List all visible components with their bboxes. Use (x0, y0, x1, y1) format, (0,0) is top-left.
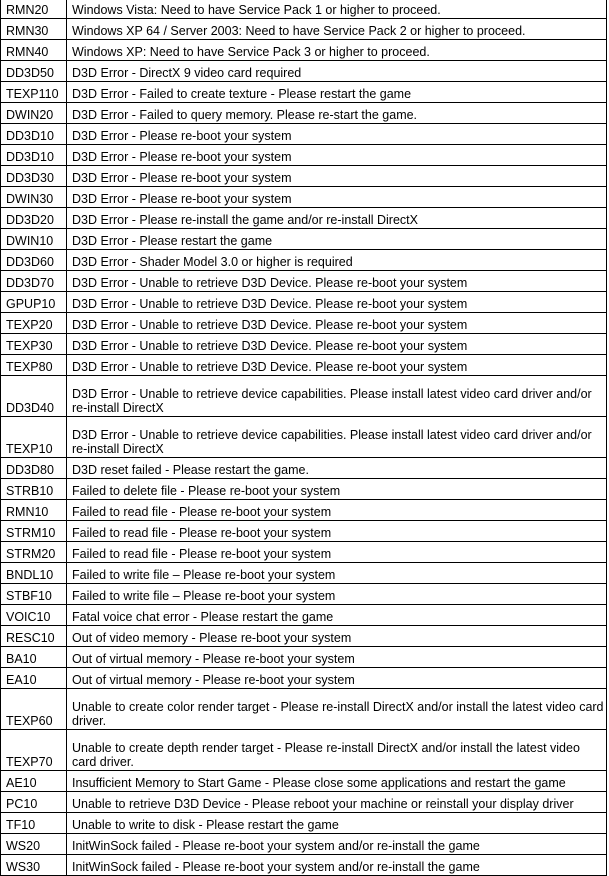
table-row (1, 208, 607, 229)
table-row (1, 479, 607, 500)
table-row (1, 855, 607, 876)
error-code: DD3D40 (1, 376, 67, 417)
error-codes-body (1, 0, 607, 876)
table-row (1, 19, 607, 40)
error-code: TF10 (1, 813, 67, 834)
error-code: STRM10 (1, 521, 67, 542)
error-message: Unable to create color render target - Please re-install DirectX and/or install the latest video card driver. (67, 689, 607, 730)
error-code: TEXP70 (1, 730, 67, 771)
error-code: VOIC10 (1, 605, 67, 626)
error-code: BNDL10 (1, 563, 67, 584)
table-row (1, 376, 607, 417)
table-row (1, 82, 607, 103)
table-row (1, 521, 607, 542)
table-row (1, 355, 607, 376)
error-message: Failed to read file - Please re-boot your system (67, 542, 607, 563)
error-message: InitWinSock failed - Please re-boot your system and/or re-install the game (67, 834, 607, 855)
error-message: Unable to create depth render target - Please re-install DirectX and/or install the latest video card driver. (67, 730, 607, 771)
error-message: D3D Error - Unable to retrieve D3D Device. Please re-boot your system (67, 313, 607, 334)
error-code: RMN10 (1, 500, 67, 521)
error-code: WS20 (1, 834, 67, 855)
error-message: Out of virtual memory - Please re-boot your system (67, 668, 607, 689)
table-row (1, 500, 607, 521)
error-code: RESC10 (1, 626, 67, 647)
error-code: TEXP30 (1, 334, 67, 355)
table-row (1, 458, 607, 479)
table-row (1, 103, 607, 124)
error-message: D3D Error - Unable to retrieve D3D Device. Please re-boot your system (67, 292, 607, 313)
error-code: DWIN10 (1, 229, 67, 250)
error-message: D3D Error - Shader Model 3.0 or higher is required (67, 250, 607, 271)
error-code: GPUP10 (1, 292, 67, 313)
error-code: RMN40 (1, 40, 67, 61)
error-message: D3D Error - Unable to retrieve D3D Device. Please re-boot your system (67, 271, 607, 292)
table-row (1, 542, 607, 563)
error-message: D3D Error - Unable to retrieve D3D Device. Please re-boot your system (67, 334, 607, 355)
error-message: D3D Error - Please re-install the game and/or re-install DirectX (67, 208, 607, 229)
table-row (1, 584, 607, 605)
error-code: STRM20 (1, 542, 67, 563)
table-row (1, 187, 607, 208)
error-message: Failed to delete file - Please re-boot your system (67, 479, 607, 500)
error-code: DD3D10 (1, 145, 67, 166)
table-row (1, 292, 607, 313)
error-message: Out of video memory - Please re-boot your system (67, 626, 607, 647)
error-code: RMN30 (1, 19, 67, 40)
error-code: PC10 (1, 792, 67, 813)
error-code: TEXP10 (1, 417, 67, 458)
error-message: Insufficient Memory to Start Game - Please close some applications and restart the game (67, 771, 607, 792)
error-code: DD3D10 (1, 124, 67, 145)
error-message: Out of virtual memory - Please re-boot your system (67, 647, 607, 668)
error-message: D3D Error - Unable to retrieve device capabilities. Please install latest video card driver and/or re-install DirectX (67, 417, 607, 458)
table-row (1, 271, 607, 292)
error-code: EA10 (1, 668, 67, 689)
error-code: DD3D60 (1, 250, 67, 271)
error-code: DD3D80 (1, 458, 67, 479)
error-message: Windows XP 64 / Server 2003: Need to have Service Pack 2 or higher to proceed. (67, 19, 607, 40)
table-row (1, 166, 607, 187)
error-code: RMN20 (1, 0, 67, 19)
error-message: InitWinSock failed - Please re-boot your system and/or re-install the game (67, 855, 607, 876)
error-code: TEXP20 (1, 313, 67, 334)
table-row (1, 834, 607, 855)
error-code: WS30 (1, 855, 67, 876)
error-code: DWIN20 (1, 103, 67, 124)
table-row (1, 689, 607, 730)
error-code: STBF10 (1, 584, 67, 605)
table-row (1, 563, 607, 584)
table-row (1, 40, 607, 61)
error-code: DD3D20 (1, 208, 67, 229)
table-row (1, 626, 607, 647)
error-code: AE10 (1, 771, 67, 792)
error-code: TEXP60 (1, 689, 67, 730)
table-row (1, 668, 607, 689)
error-message: Failed to write file – Please re-boot your system (67, 563, 607, 584)
error-message: D3D reset failed - Please restart the game. (67, 458, 607, 479)
error-code: DD3D70 (1, 271, 67, 292)
error-code: STRB10 (1, 479, 67, 500)
table-row (1, 813, 607, 834)
error-message: Fatal voice chat error - Please restart the game (67, 605, 607, 626)
table-row (1, 313, 607, 334)
error-message: Failed to read file - Please re-boot your system (67, 521, 607, 542)
error-message: Windows Vista: Need to have Service Pack 1 or higher to proceed. (67, 0, 607, 19)
table-row (1, 792, 607, 813)
error-message: D3D Error - Unable to retrieve D3D Device. Please re-boot your system (67, 355, 607, 376)
table-row (1, 730, 607, 771)
error-code: TEXP110 (1, 82, 67, 103)
table-row (1, 334, 607, 355)
table-row (1, 145, 607, 166)
table-row (1, 771, 607, 792)
table-row (1, 229, 607, 250)
table-row (1, 61, 607, 82)
error-message: Unable to write to disk - Please restart the game (67, 813, 607, 834)
table-row (1, 647, 607, 668)
error-message: D3D Error - Failed to create texture - Please restart the game (67, 82, 607, 103)
error-message: D3D Error - Please re-boot your system (67, 166, 607, 187)
error-message: D3D Error - Unable to retrieve device capabilities. Please install latest video card driver and/or re-install DirectX (67, 376, 607, 417)
error-code: TEXP80 (1, 355, 67, 376)
error-message: D3D Error - Please restart the game (67, 229, 607, 250)
error-code: BA10 (1, 647, 67, 668)
error-message: Unable to retrieve D3D Device - Please reboot your machine or reinstall your display driver (67, 792, 607, 813)
table-row (1, 605, 607, 626)
table-row (1, 417, 607, 458)
error-code: DD3D50 (1, 61, 67, 82)
error-message: D3D Error - Failed to query memory. Please re-start the game. (67, 103, 607, 124)
error-message: D3D Error - Please re-boot your system (67, 124, 607, 145)
error-message: Failed to read file - Please re-boot your system (67, 500, 607, 521)
error-code: DWIN30 (1, 187, 67, 208)
error-message: D3D Error - Please re-boot your system (67, 187, 607, 208)
error-message: D3D Error - Please re-boot your system (67, 145, 607, 166)
table-row (1, 250, 607, 271)
error-message: Failed to write file – Please re-boot your system (67, 584, 607, 605)
error-message: D3D Error - DirectX 9 video card required (67, 61, 607, 82)
error-code: DD3D30 (1, 166, 67, 187)
table-row (1, 0, 607, 19)
table-row (1, 124, 607, 145)
error-message: Windows XP: Need to have Service Pack 3 or higher to proceed. (67, 40, 607, 61)
